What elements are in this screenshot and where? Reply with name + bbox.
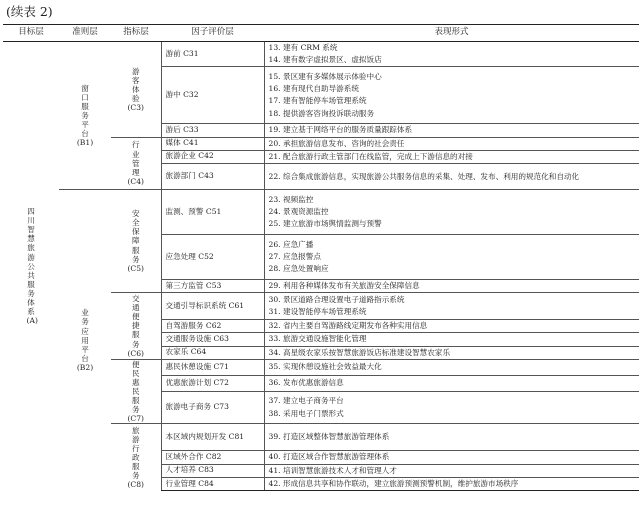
expression-cell — [264, 451, 639, 464]
factor-cell: 第三方监管 C53 — [161, 279, 264, 292]
criteria-b1-code: (B1) — [76, 138, 94, 148]
criteria-b1-label: 窗口服务平台 — [81, 83, 89, 139]
expression-cell — [264, 279, 639, 292]
factor-cell: 人才培养 C83 — [161, 464, 264, 477]
expression-item: 29. 利用各种媒体发布有关旅游安全保障信息 — [268, 280, 420, 290]
indicator-c6-label: 交通便捷服务 — [131, 294, 140, 349]
expression-cell — [264, 424, 639, 451]
indicator-cell-c7 — [111, 359, 161, 424]
expression-item: 34. 高星级农家乐按智慧旅游饭店标准建设智慧农家乐 — [268, 347, 451, 357]
factor-cell: 交通服务设施 C63 — [161, 333, 264, 346]
indicator-cell-c4 — [111, 137, 161, 189]
indicator-c8-code: (C8) — [127, 480, 145, 490]
expression-cell — [264, 42, 639, 67]
expression-item: 38. 采用电子门票形式 — [268, 408, 344, 418]
expression-cell — [264, 477, 639, 490]
expression-cell — [264, 346, 639, 359]
expression-cell — [264, 189, 639, 234]
expression-item: 41. 培训智慧旅游技术人才和管理人才 — [268, 465, 397, 475]
indicator-c5-label: 安全保障服务 — [131, 209, 140, 264]
indicator-c8-label: 旅游行政服务 — [131, 425, 140, 481]
indicator-c6-code: (C6) — [127, 348, 145, 358]
expression-item: 40. 打造区域合作智慧旅游管理体系 — [268, 452, 390, 462]
expression-item: 35. 实现休憩设施社会效益最大化 — [268, 362, 382, 372]
criteria-b2-code: (B2) — [76, 363, 94, 372]
factor-cell: 农家乐 C64 — [161, 346, 264, 359]
header-expression-form: 表现形式 — [264, 25, 639, 42]
goal-cell — [3, 42, 59, 491]
goal-label: 四川智慧旅游公共服务体系(A) — [26, 207, 38, 326]
factor-cell: 旅游电子商务 C73 — [161, 391, 264, 424]
indicator-c4-label: 行业管理 — [131, 140, 140, 177]
evaluation-table — [3, 24, 639, 491]
expression-item: 19. 建立基于网络平台的服务质量跟踪体系 — [268, 125, 413, 135]
expression-cell — [264, 464, 639, 477]
factor-cell: 监测、预警 C51 — [161, 189, 264, 234]
factor-cell: 交通引导标识系统 C61 — [161, 293, 264, 320]
factor-cell: 游中 C32 — [161, 67, 264, 124]
expression-item: 42. 形成信息共享和协作联动，建立旅游预测预警机制，维护旅游市场秩序 — [268, 478, 519, 488]
factor-cell: 旅游企业 C42 — [161, 150, 264, 163]
factor-cell: 游后 C33 — [161, 124, 264, 137]
expression-cell — [264, 333, 639, 346]
expression-cell — [264, 391, 639, 424]
expression-item: 24. 景观资源监控 — [268, 206, 329, 216]
expression-item: 21. 配合旅游行政主管部门在线监管，完成上下游信息的对接 — [268, 151, 473, 161]
factor-cell: 游前 C31 — [161, 42, 264, 67]
factor-cell: 自驾游服务 C62 — [161, 320, 264, 333]
expression-item: 32. 省内主要自驾游路线定期发布各种实用信息 — [268, 321, 428, 331]
indicator-c7-code: (C7) — [127, 414, 145, 424]
expression-item: 36. 发布优惠旅游信息 — [268, 378, 344, 388]
expression-item: 16. 建有现代自助导游系统 — [268, 84, 359, 94]
expression-cell — [264, 359, 639, 375]
expression-cell — [264, 150, 639, 163]
expression-item: 31. 建设智能停车场管理系统 — [268, 307, 367, 317]
header-goal-layer: 目标层 — [3, 25, 59, 42]
expression-cell — [264, 137, 639, 150]
expression-cell — [264, 234, 639, 279]
factor-cell: 应急处理 C52 — [161, 234, 264, 279]
expression-item: 15. 景区建有多媒体展示体验中心 — [268, 72, 382, 81]
factor-cell: 惠民休憩设施 C71 — [161, 359, 264, 375]
expression-cell — [264, 67, 639, 124]
expression-item: 33. 旅游交通设施智能化管理 — [268, 334, 367, 344]
indicator-c3-code: (C3) — [127, 102, 145, 112]
table-caption: (续表 2) — [6, 4, 53, 19]
factor-cell: 旅游部门 C43 — [161, 163, 264, 189]
expression-item: 37. 建立电子商务平台 — [268, 396, 344, 406]
indicator-c4-code: (C4) — [127, 176, 145, 186]
expression-item: 39. 打造区域整体智慧旅游管理体系 — [268, 432, 390, 442]
header-factor-layer: 因子评价层 — [161, 25, 264, 42]
expression-item: 26. 应急广播 — [268, 239, 314, 249]
indicator-c7-label: 便民惠民服务 — [131, 359, 140, 415]
header-criteria-layer: 准则层 — [59, 25, 111, 42]
expression-item: 22. 综合集成旅游信息，实现旅游公共服务信息的采集、处理、发布、利用的规范化和自动化 — [268, 171, 580, 181]
criteria-cell-b1 — [59, 42, 111, 190]
indicator-cell-c3 — [111, 42, 161, 138]
factor-cell: 本区域内规划开发 C81 — [161, 424, 264, 451]
expression-item: 14. 建有数字虚拟景区、虚拟饭店 — [268, 55, 382, 65]
indicator-cell-c5 — [111, 189, 161, 292]
indicator-cell-c6 — [111, 293, 161, 360]
expression-cell — [264, 320, 639, 333]
factor-cell: 优惠旅游计划 C72 — [161, 375, 264, 391]
expression-item: 30. 景区道路合理设置电子道路指示系统 — [268, 294, 405, 304]
expression-item: 13. 建有 CRM 系统 — [268, 43, 338, 52]
expression-item: 28. 应急处置响应 — [268, 264, 329, 274]
expression-item: 25. 建立旅游市场舆情监测与预警 — [268, 219, 382, 229]
factor-cell: 区域外合作 C82 — [161, 451, 264, 464]
expression-cell — [264, 163, 639, 189]
header-indicator-layer: 指标层 — [111, 25, 161, 42]
expression-item: 23. 视频监控 — [268, 194, 314, 204]
factor-cell: 行业管理 C84 — [161, 477, 264, 490]
factor-cell: 媒体 C41 — [161, 137, 264, 150]
criteria-b2-label: 业务应用平台 — [81, 308, 89, 363]
table-header-row — [3, 25, 639, 42]
expression-cell — [264, 124, 639, 137]
expression-item: 17. 建有智能停车场管理系统 — [268, 96, 367, 106]
indicator-c3-label: 游客体验 — [131, 66, 140, 103]
expression-cell — [264, 293, 639, 320]
criteria-cell-b2 — [59, 189, 111, 490]
indicator-c5-code: (C5) — [127, 263, 145, 273]
expression-item: 27. 应急报警点 — [268, 251, 321, 261]
indicator-cell-c8 — [111, 424, 161, 491]
expression-item: 18. 提供游客咨询投诉联动服务 — [268, 108, 375, 118]
expression-item: 20. 承担旅游信息发布、咨询的社会责任 — [268, 138, 405, 148]
expression-cell — [264, 375, 639, 391]
